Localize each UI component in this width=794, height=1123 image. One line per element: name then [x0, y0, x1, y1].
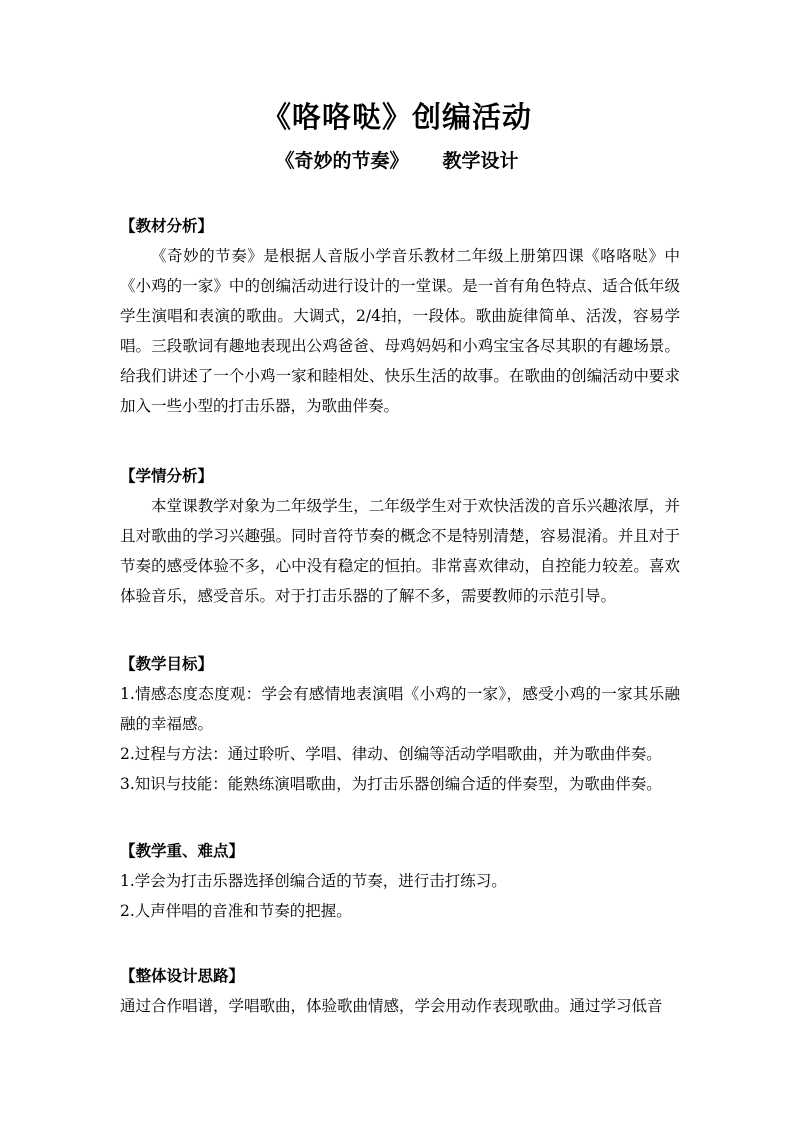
section-key-points	[120, 836, 680, 926]
goal-item: 1.情感态度态度观：学会有感情地表演唱《小鸡的一家》，感受小鸡的一家其乐融融的幸福感。	[120, 685, 680, 733]
section-heading: 【教学目标】	[120, 654, 214, 673]
section-paragraph: 《奇妙的节奏》是根据人音版小学音乐教材二年级上册第四课《咯咯哒》中《小鸡的一家》中的创编活动进行设计的一堂课。是一首有角色特点、适合低年级学生演唱和表演的歌曲。大调式，2/4拍，一段体。歌曲旋律简单、活泼，容易学唱。三段歌词有趣地表现出公鸡爸爸、母鸡妈妈和小鸡宝宝各尽其职的有趣场景。给我们讲述了一个小鸡一家和睦相处、快乐生活的故事。在歌曲的创编活动中要求加入一些小型的打击乐器，为歌曲伴奏。	[120, 247, 680, 415]
section-heading: 【教材分析】	[120, 216, 214, 235]
lesson-name: 《奇妙的节奏》	[275, 150, 409, 172]
goal-item: 2.过程与方法：通过聆听、学唱、律动、创编等活动学唱歌曲，并为歌曲伴奏。	[120, 745, 662, 763]
document-title: 《咯咯哒》创编活动	[261, 100, 532, 134]
design-label: 教学设计	[442, 150, 519, 172]
goal-item: 3.知识与技能：能熟练演唱歌曲，为打击乐器创编合适的伴奏型，为歌曲伴奏。	[120, 775, 662, 793]
section-material-analysis	[120, 211, 680, 421]
section-paragraph: 通过合作唱谱，学唱歌曲，体验歌曲情感，学会用动作表现歌曲。通过学习低音	[120, 997, 663, 1015]
keypoint-item: 2.人声伴唱的音准和节奏的把握。	[120, 902, 352, 920]
section-paragraph: 本堂课教学对象为二年级学生，二年级学生对于欢快活泼的音乐兴趣浓厚，并且对歌曲的学习兴趣强。同时音符节奏的概念不是特别清楚，容易混淆。并且对于节奏的感受体验不多，心中没有稳定的恒拍。非常喜欢律动，自控能力较差。喜欢体验音乐，感受音乐。对于打击乐器的了解不多，需要教师的示范引导。	[120, 497, 680, 605]
section-design-idea	[120, 961, 680, 1021]
section-student-analysis	[120, 461, 680, 611]
document-subtitle	[0, 147, 794, 175]
section-heading: 【教学重、难点】	[120, 841, 245, 860]
section-heading: 【整体设计思路】	[120, 966, 245, 985]
section-teaching-goals	[120, 649, 680, 799]
keypoint-item: 1.学会为打击乐器选择创编合适的节奏，进行击打练习。	[120, 872, 507, 890]
section-heading: 【学情分析】	[120, 466, 214, 485]
